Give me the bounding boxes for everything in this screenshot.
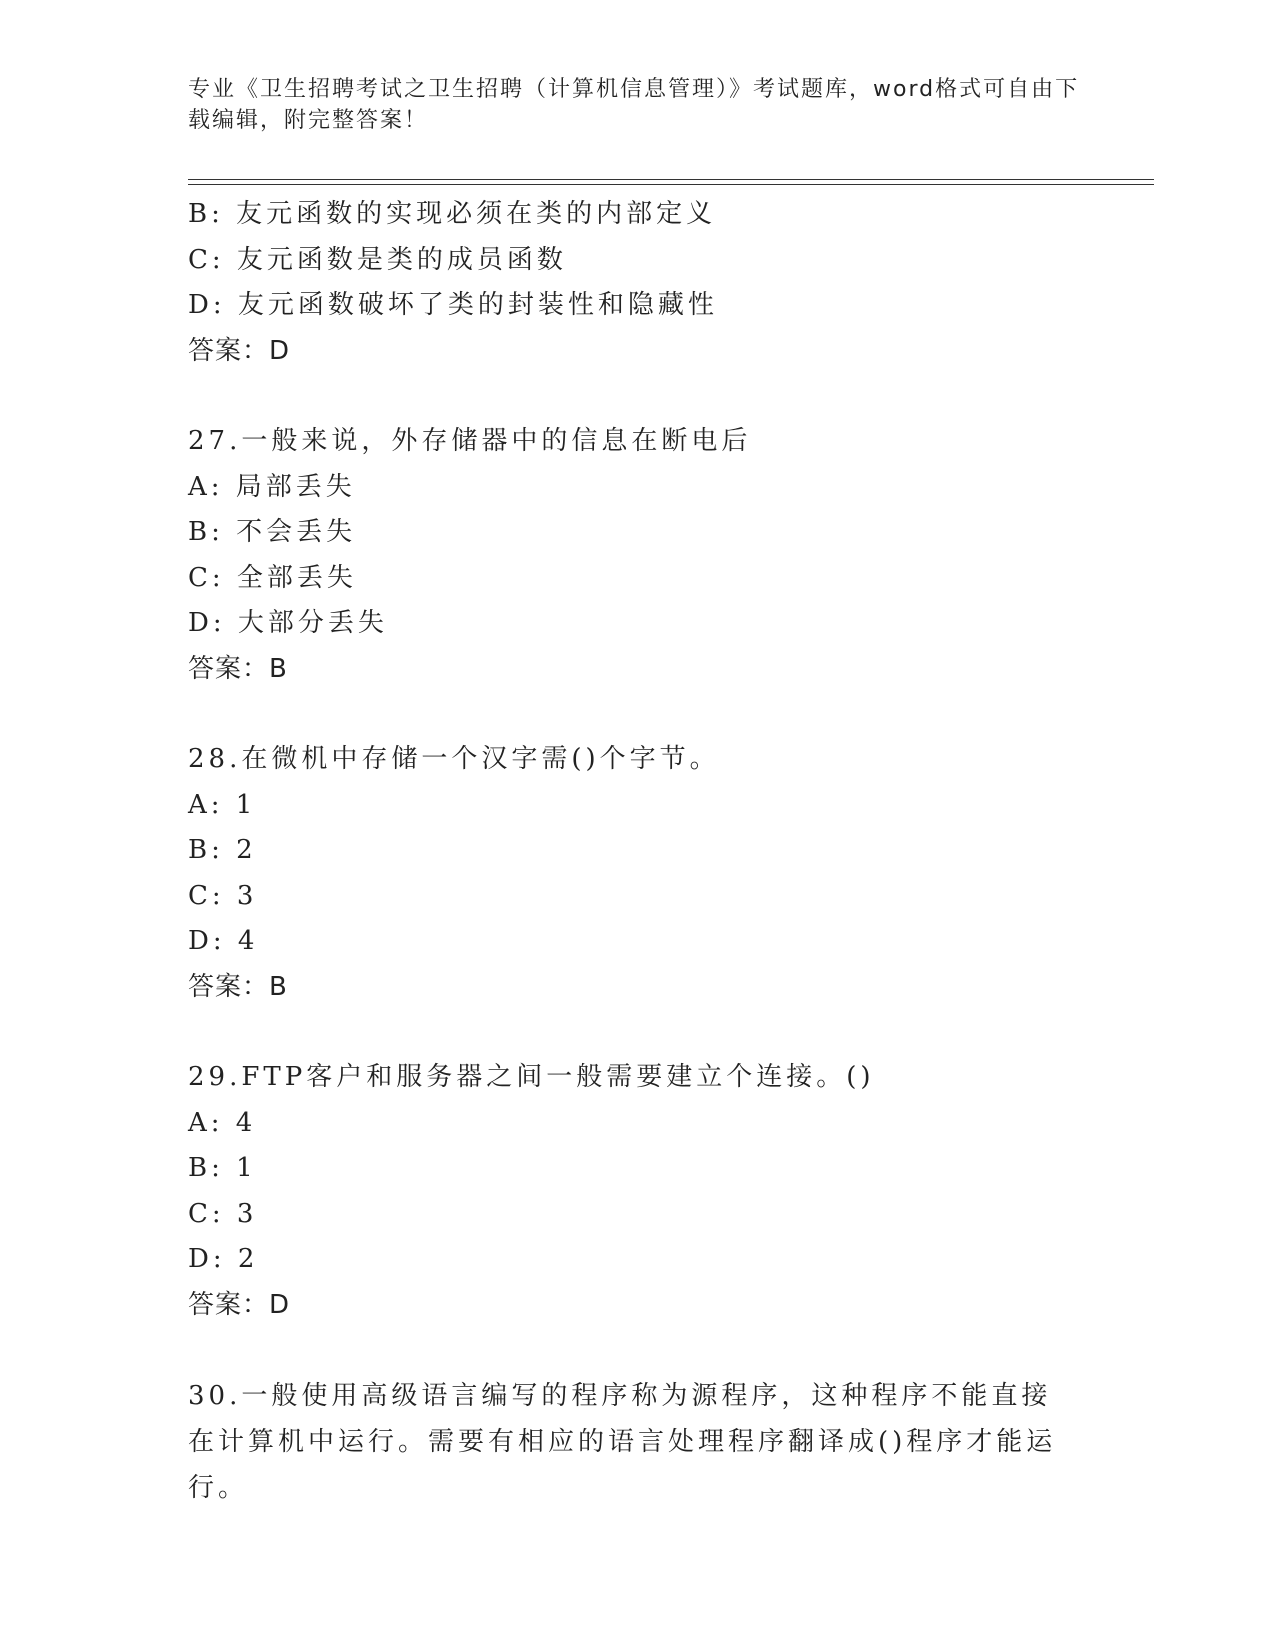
question-list <box>188 192 1148 1511</box>
question-stem: 28.在微机中存储一个汉字需()个字节。 <box>188 744 720 774</box>
option-d: D: 大部分丢失 <box>188 608 388 638</box>
answer-line: 答案：D <box>188 335 291 366</box>
header-divider-bottom <box>188 184 1154 185</box>
question-block-26 <box>188 192 1148 374</box>
option-c: C: 3 <box>188 1198 258 1229</box>
question-stem: 27.一般来说，外存储器中的信息在断电后 <box>188 426 752 456</box>
option-c: C: 全部丢失 <box>188 562 357 593</box>
answer-line: 答案：D <box>188 1289 291 1320</box>
option-a: A: 1 <box>188 789 257 820</box>
option-c: C: 友元函数是类的成员函数 <box>188 244 567 275</box>
question-block-29 <box>188 1055 1148 1328</box>
question-block-28 <box>188 737 1148 1010</box>
question-block-27 <box>188 419 1148 692</box>
option-b: B: 2 <box>188 835 257 865</box>
header-divider-top <box>188 179 1154 180</box>
document-header: 专业《卫生招聘考试之卫生招聘（计算机信息管理）》考试题库，word格式可自由下载编辑，附完整答案！ <box>188 77 1080 133</box>
option-a: A: 4 <box>188 1107 257 1138</box>
question-stem: 29.FTP客户和服务器之间一般需要建立个连接。() <box>188 1062 875 1092</box>
option-d: D: 4 <box>188 926 259 956</box>
option-d: D: 2 <box>188 1244 259 1274</box>
answer-line: 答案：B <box>188 653 288 684</box>
answer-line: 答案：B <box>188 971 288 1002</box>
question-stem: 30.一般使用高级语言编写的程序称为源程序，这种程序不能直接在计算机中运行。需要有相应的语言处理程序翻译成()程序才能运行。 <box>188 1381 1057 1503</box>
option-d: D: 友元函数破坏了类的封装性和隐藏性 <box>188 290 718 320</box>
question-block-30 <box>188 1373 1148 1511</box>
option-b: B: 友元函数的实现必须在类的内部定义 <box>188 199 717 229</box>
option-a: A: 局部丢失 <box>188 471 356 502</box>
option-c: C: 3 <box>188 880 258 911</box>
option-b: B: 1 <box>188 1153 257 1183</box>
option-b: B: 不会丢失 <box>188 517 357 547</box>
